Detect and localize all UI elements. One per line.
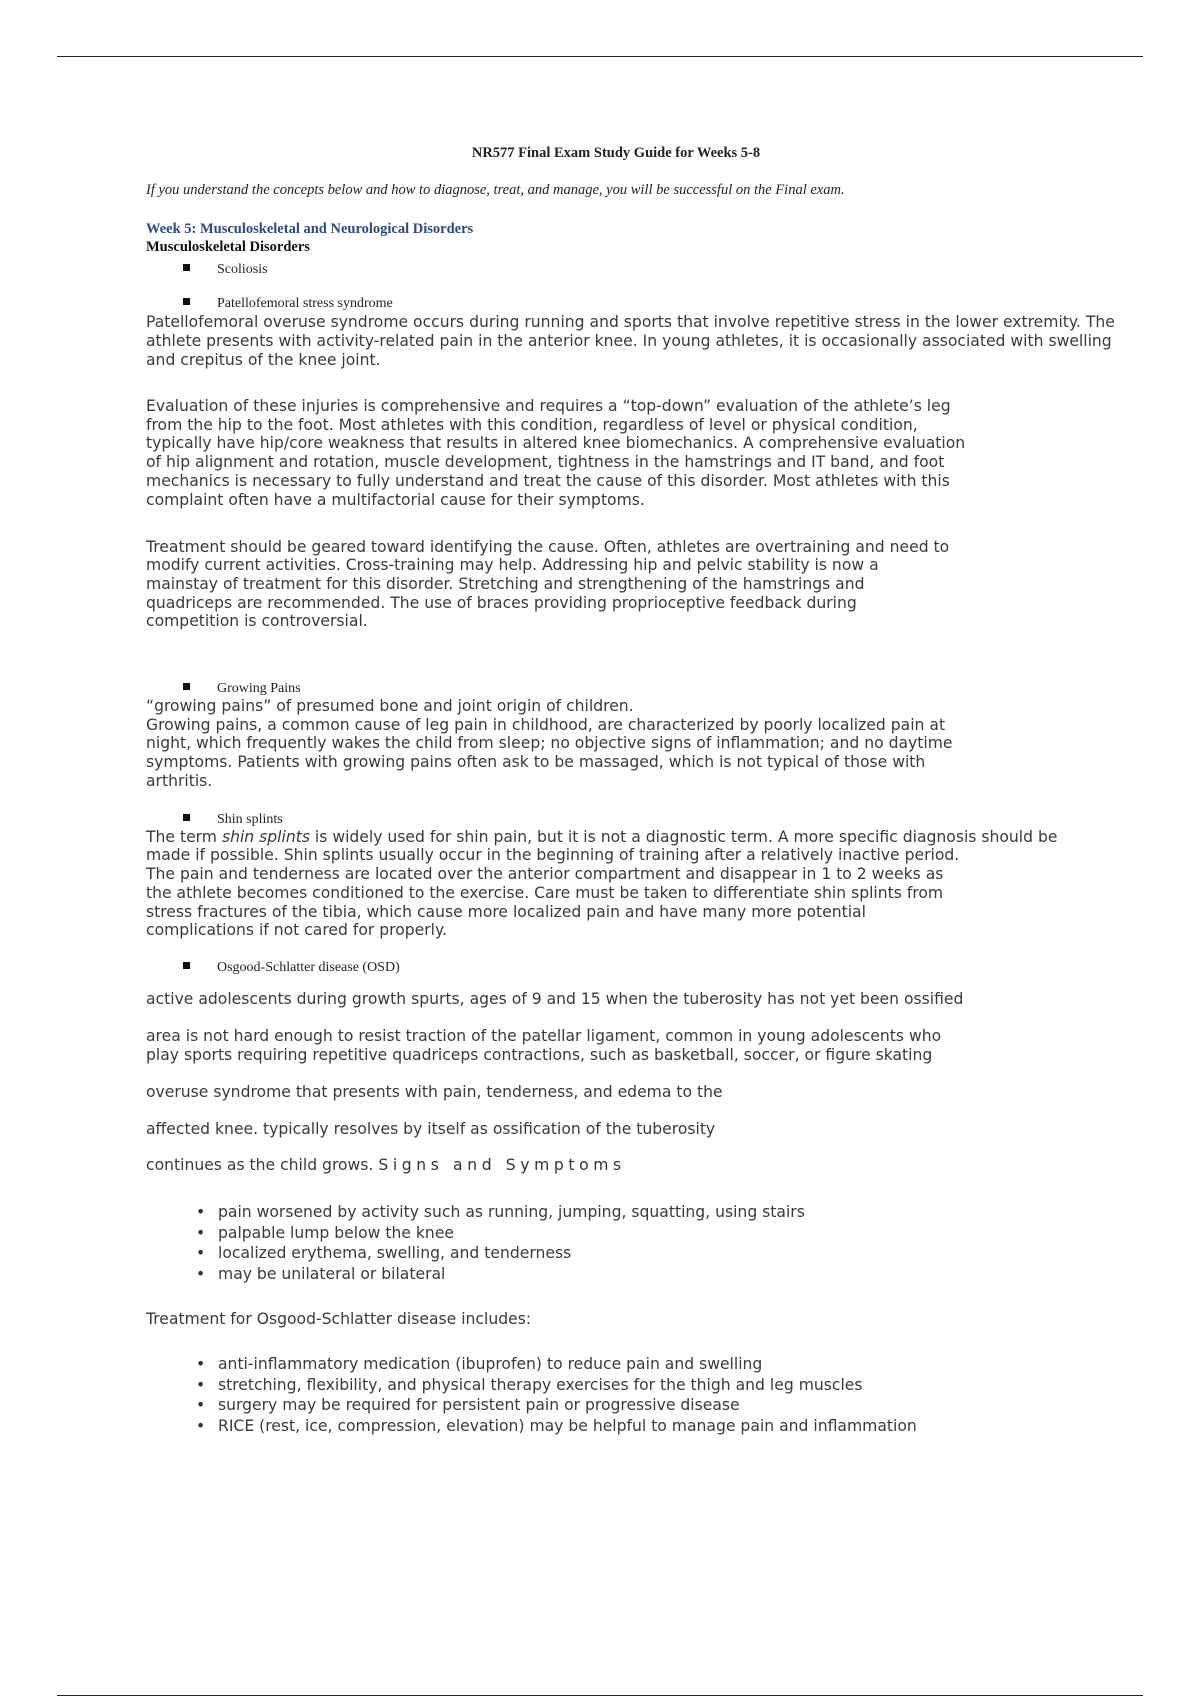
text-line: competition is controversial. [146,612,368,630]
text-line: quadriceps are recommended. The use of braces providing proprioceptive feedback during [146,594,857,612]
list-item: • pain worsened by activity such as running, jumping, squatting, using stairs [196,1202,805,1223]
square-bullet-icon [183,814,190,821]
text-line: typically have hip/core weakness that results in altered knee biomechanics. A comprehensive evaluation [146,434,966,452]
text-line: modify current activities. Cross-training may help. Addressing hip and pelvic stability is now a [146,556,879,574]
emphasis-term: shin splints [221,828,310,846]
text-fragment: continues as the child grows. [146,1156,379,1174]
osd-line-3: overuse syndrome that presents with pain, tenderness, and edema to the [146,1083,723,1101]
osd-line-5 [146,1156,626,1175]
osd-line-2b: play sports requiring repetitive quadriceps contractions, such as basketball, soccer, or figure skating [146,1046,933,1064]
intro-text: If you understand the concepts below and how to diagnose, treat, and manage, you will be successful on the Final exam. [146,182,845,198]
text-line: Evaluation of these injuries is comprehensive and requires a “top-down” evaluation of the athlete’s leg [146,397,951,415]
list-item: • RICE (rest, ice, compression, elevation) may be helpful to manage pain and inflammation [196,1416,917,1437]
topic-label: Scoliosis [217,262,268,277]
square-bullet-icon [183,683,190,690]
text-line: complaint often have a multifactorial cause for their symptoms. [146,491,645,509]
text-fragment: is widely used for shin pain, but it is not a diagnostic term. A more specific diagnosis should be [309,828,1058,846]
text-line: arthritis. [146,772,213,790]
list-item: • surgery may be required for persistent pain or progressive disease [196,1395,917,1416]
text-line: symptoms. Patients with growing pains often ask to be massaged, which is not typical of those with [146,753,926,771]
list-item: • stretching, flexibility, and physical therapy exercises for the thigh and leg muscles [196,1375,917,1396]
osd-line-1: active adolescents during growth spurts, ages of 9 and 15 when the tuberosity has not yet been ossified [146,990,964,1008]
text-line: complications if not cared for properly. [146,921,447,939]
section-heading: Musculoskeletal Disorders [146,239,310,255]
text-line: The pain and tenderness are located over the anterior compartment and disappear in 1 to 2 weeks as [146,865,944,883]
topic-shin-splints [183,812,283,828]
week-heading: Week 5: Musculoskeletal and Neurological Disorders [146,221,474,237]
text-line: “growing pains” of presumed bone and joint origin of children. [146,697,634,715]
top-rule [57,56,1143,57]
topic-patellofemoral [183,296,393,312]
text-line: mechanics is necessary to fully understand and treat the cause of this disorder. Most athletes with this [146,472,950,490]
topic-osd [183,960,400,976]
signs-symptoms-label: Signs and Symptoms [378,1156,626,1174]
square-bullet-icon [183,962,190,969]
patellofemoral-paragraph-1: Patellofemoral overuse syndrome occurs during running and sports that involve repetitive stress in the lower extremity. The athlete presents with activity-related pain in the anterior knee. In young athletes, it is occasionally associated with swelling and crepitus of the knee joint. [146,313,1115,369]
signs-list [196,1202,805,1284]
topic-growing-pains [183,681,301,697]
square-bullet-icon [183,298,190,305]
text-line: the athlete becomes conditioned to the exercise. Care must be taken to differentiate shin splints from [146,884,944,902]
topic-label: Osgood-Schlatter disease (OSD) [217,960,400,975]
list-item: • palpable lump below the knee [196,1223,805,1244]
text-line: made if possible. Shin splints usually occur in the beginning of training after a relatively inactive period. [146,846,960,864]
bottom-rule [57,1695,1143,1696]
text-line: from the hip to the foot. Most athletes with this condition, regardless of level or physical condition, [146,416,918,434]
page-title: NR577 Final Exam Study Guide for Weeks 5-8 [471,145,761,161]
text-line: mainstay of treatment for this disorder. Stretching and strengthening of the hamstrings and [146,575,865,593]
text-line: of hip alignment and rotation, muscle development, tightness in the hamstrings and IT band, and foot [146,453,945,471]
treatment-list [196,1354,917,1436]
text-line: Growing pains, a common cause of leg pain in childhood, are characterized by poorly localized pain at [146,716,946,734]
text-line [146,828,1057,847]
osd-line-2a: area is not hard enough to resist traction of the patellar ligament, common in young adolescents who [146,1027,942,1045]
text-line: Treatment should be geared toward identifying the cause. Often, athletes are overtraining and need to [146,538,950,556]
list-item: • may be unilateral or bilateral [196,1264,805,1285]
treatment-heading: Treatment for Osgood-Schlatter disease includes: [146,1310,532,1328]
text-line: stress fractures of the tibia, which cause more localized pain and have many more potential [146,903,866,921]
osd-line-4: affected knee. typically resolves by itself as ossification of the tuberosity [146,1120,716,1138]
text-fragment: The term [146,828,222,846]
topic-label: Growing Pains [217,681,301,696]
text-line: night, which frequently wakes the child from sleep; no objective signs of inflammation; and no daytime [146,734,953,752]
list-item: • localized erythema, swelling, and tenderness [196,1243,805,1264]
topic-label: Shin splints [217,812,283,827]
topic-label: Patellofemoral stress syndrome [217,296,393,311]
square-bullet-icon [183,264,190,271]
list-item: • anti-inflammatory medication (ibuprofen) to reduce pain and swelling [196,1354,917,1375]
topic-scoliosis [183,262,268,278]
